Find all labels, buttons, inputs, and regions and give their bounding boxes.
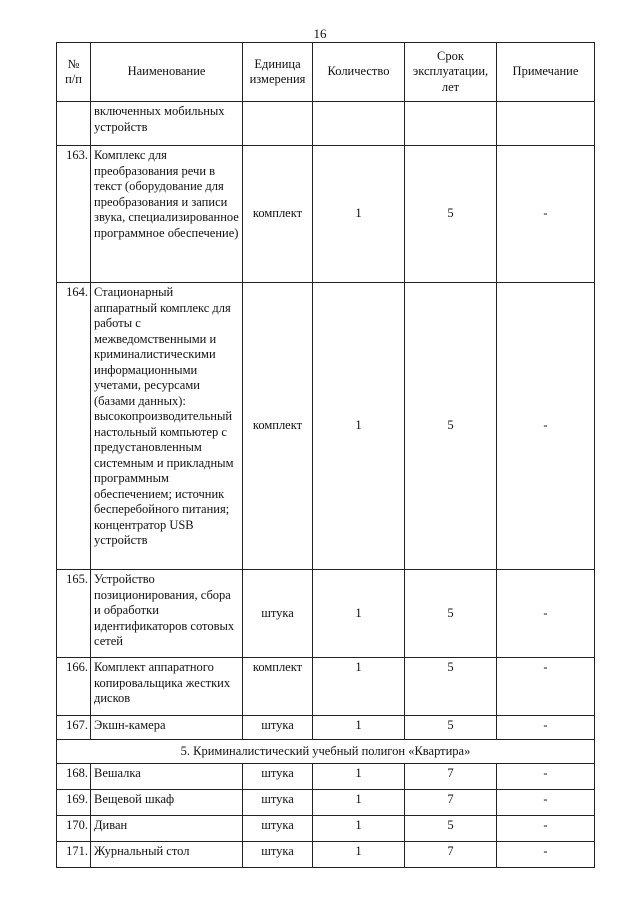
table-header-row (57, 43, 595, 102)
row-qty: 1 (313, 658, 405, 716)
row-name: Устройство позиционирования, сбора и обработки идентификаторов сотовых сетей (91, 570, 243, 658)
header-note: Примечание (497, 43, 595, 102)
table-row (57, 790, 595, 816)
row-qty: 1 (313, 790, 405, 816)
table-row (57, 146, 595, 283)
row-num: 163. (57, 146, 91, 283)
row-qty: 1 (313, 764, 405, 790)
row-num: 169. (57, 790, 91, 816)
row-qty: 1 (313, 146, 405, 283)
row-note: - (497, 842, 595, 868)
header-life: Срок эксплуатации, лет (405, 43, 497, 102)
table-row (57, 658, 595, 716)
row-life: 5 (405, 658, 497, 716)
row-note: - (497, 790, 595, 816)
row-num: 165. (57, 570, 91, 658)
row-name: Комплекс для преобразования речи в текст (оборудование для преобразования и записи звука, специализированное программное обеспечение) (91, 146, 243, 283)
section-row (57, 740, 595, 764)
row-note: - (497, 570, 595, 658)
row-name: Диван (91, 816, 243, 842)
table-row (57, 716, 595, 740)
row-unit: комплект (243, 658, 313, 716)
table-row (57, 764, 595, 790)
row-note: - (497, 146, 595, 283)
page-number: 16 (313, 26, 327, 41)
header-num: № п/п (57, 43, 91, 102)
row-name: Комплект аппаратного копировальщика жестких дисков (91, 658, 243, 716)
row-note: - (497, 716, 595, 740)
row-life: 7 (405, 764, 497, 790)
row-num: 164. (57, 283, 91, 570)
table-row (57, 842, 595, 868)
row-note: - (497, 283, 595, 570)
row-qty: 1 (313, 716, 405, 740)
row-life: 5 (405, 816, 497, 842)
row-qty: 1 (313, 842, 405, 868)
row-life: 5 (405, 570, 497, 658)
row-qty: 1 (313, 283, 405, 570)
row-unit: комплект (243, 146, 313, 283)
header-unit: Единица измерения (243, 43, 313, 102)
row-note: - (497, 816, 595, 842)
row-unit: штука (243, 816, 313, 842)
row-note: - (497, 764, 595, 790)
header-qty: Количество (313, 43, 405, 102)
row-num: 167. (57, 716, 91, 740)
row-name: Вешалка (91, 764, 243, 790)
header-name: Наименование (91, 43, 243, 102)
table-row (57, 570, 595, 658)
row-life: 5 (405, 146, 497, 283)
section-title: 5. Криминалистический учебный полигон «Квартира» (57, 740, 595, 764)
row-num: 168. (57, 764, 91, 790)
row-num: 171. (57, 842, 91, 868)
row-unit: комплект (243, 283, 313, 570)
equipment-table (56, 42, 595, 868)
row-qty (313, 102, 405, 146)
row-unit: штука (243, 790, 313, 816)
table-row (57, 283, 595, 570)
row-num (57, 102, 91, 146)
row-qty: 1 (313, 816, 405, 842)
row-unit: штука (243, 764, 313, 790)
row-life (405, 102, 497, 146)
row-num: 170. (57, 816, 91, 842)
row-life: 5 (405, 283, 497, 570)
row-note: - (497, 658, 595, 716)
row-num: 166. (57, 658, 91, 716)
row-name: Экшн-камера (91, 716, 243, 740)
row-note (497, 102, 595, 146)
row-name: Вещевой шкаф (91, 790, 243, 816)
row-life: 7 (405, 790, 497, 816)
row-name: включенных мобильных устройств (91, 102, 243, 146)
row-unit: штука (243, 842, 313, 868)
row-unit (243, 102, 313, 146)
row-unit: штука (243, 570, 313, 658)
row-name: Стационарный аппаратный комплекс для работы с межведомственными и криминалистическими информационными учетами, ресурсами (базами данных): высокопроизводительный настольный компьютер с предустановленным системным и прикладным программным обеспечением; источник бесперебойного питания; концентратор USB устройств (91, 283, 243, 570)
row-life: 5 (405, 716, 497, 740)
row-name: Журнальный стол (91, 842, 243, 868)
table-row (57, 102, 595, 146)
row-unit: штука (243, 716, 313, 740)
row-qty: 1 (313, 570, 405, 658)
table-row (57, 816, 595, 842)
row-life: 7 (405, 842, 497, 868)
